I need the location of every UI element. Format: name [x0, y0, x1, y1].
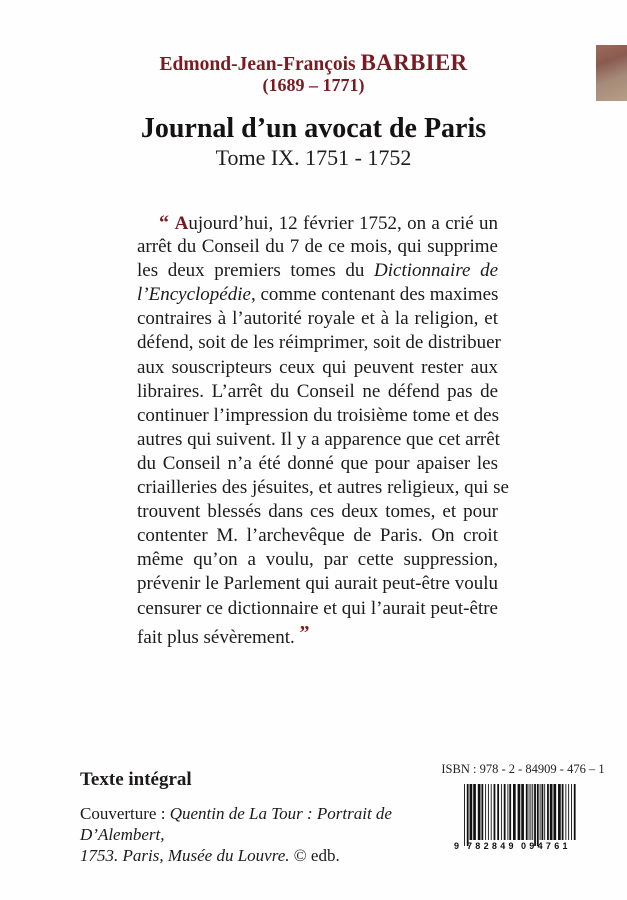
barcode-bar [537, 784, 539, 846]
barcode-bar [565, 784, 566, 840]
barcode-bar [504, 784, 506, 840]
quote-line [137, 548, 498, 572]
quote-text: fait plus sévèrement. [137, 626, 300, 648]
edition-label: Texte intégral [80, 769, 192, 790]
barcode-bar [467, 784, 469, 846]
author-dates: (1689 – 1771) [262, 75, 365, 95]
barcode-bar [518, 784, 521, 840]
barcode-digit: 4 [537, 841, 543, 851]
barcode-bar [540, 784, 541, 840]
quote-line [137, 404, 498, 428]
barcode-bar [481, 784, 483, 840]
barcode-bar [497, 784, 499, 840]
quote-text: autres qui suivent. Il y a apparence que cet arrêt [137, 428, 500, 450]
close-quote-mark: ” [299, 621, 310, 644]
quote-line [137, 380, 498, 404]
cover-credit [80, 803, 440, 866]
barcode-bar [571, 784, 572, 840]
barcode-digit: 4 [500, 841, 506, 851]
barcode-bar [562, 784, 564, 840]
book-title: Journal d’un avocat de Paris [140, 113, 487, 144]
quote-text: même qu’on a voulu, par cette suppression, [137, 549, 498, 571]
barcode-bar [544, 784, 545, 840]
barcode-bar [529, 784, 530, 840]
barcode-bar [574, 784, 576, 840]
barcode-digit: 2 [483, 841, 489, 851]
barcode-bar [558, 784, 561, 840]
quote-text: ujourd’hui, 12 février 1752, on a crié un [188, 213, 499, 234]
quote-line [137, 597, 498, 621]
initial-letter: A [174, 213, 189, 234]
barcode-bar [470, 784, 473, 840]
quote-line [137, 211, 498, 235]
barcode-digit: 8 [475, 841, 481, 851]
quote-line [137, 356, 498, 380]
barcode-bar [534, 784, 536, 846]
quote-line [137, 500, 498, 524]
quote-text: , comme contenant des maximes [250, 284, 499, 306]
quote-line [137, 428, 498, 452]
quote-italic-text: l’Encyclopédie [137, 284, 251, 306]
quote-line [137, 524, 498, 548]
credit-artwork: Quentin de La Tour : Portrait de D’Alembert, [80, 804, 392, 844]
quote-text: prévenir le Parlement qui aurait peut-être voulu [137, 573, 498, 595]
barcode-bar [491, 784, 492, 840]
author-surname: BARBIER [360, 50, 468, 75]
quote-text: contenter M. l’archevêque de Paris. On croit [137, 525, 498, 547]
barcode-bar [530, 784, 531, 840]
quote-text: censurer ce dictionnaire et qui l’aurait peut-être [137, 597, 498, 619]
barcode-digit: 9 [454, 841, 460, 851]
quote-text: aux souscripteurs ceux qui peuvent rester aux [137, 356, 498, 378]
barcode-bar [478, 784, 481, 840]
credit-copyright: © edb. [289, 846, 340, 865]
quote-italic-text: Dictionnaire de [374, 260, 498, 282]
author-name [0, 52, 627, 76]
quote-text: les deux premiers tomes du [137, 260, 375, 282]
barcode-bar [521, 784, 524, 840]
barcode-digit: 8 [491, 841, 497, 851]
barcode-digit: 7 [467, 841, 473, 851]
barcode-digit: 6 [554, 841, 560, 851]
credit-label: Couverture : [80, 804, 170, 823]
barcode-digit: 1 [562, 841, 568, 851]
quote-line [137, 307, 498, 331]
barcode-bar [513, 784, 516, 840]
quote-line [137, 476, 509, 500]
barcode-bar [464, 784, 465, 846]
quote-text: criailleries des jésuites, et autres religieux, qui se [137, 477, 509, 499]
quote-text: arrêt du Conseil du 7 de ce mois, qui supprime [137, 236, 498, 258]
barcode-bar [509, 784, 511, 840]
quote-text: défend, soit de les réimprimer, soit de distribuer [137, 332, 501, 354]
quote-text: continuer l’impression du troisième tome et des [137, 404, 499, 426]
barcode-bar [553, 784, 556, 840]
open-quote-mark: “ [159, 212, 175, 234]
barcode-digit: 9 [508, 841, 514, 851]
barcode-bar [501, 784, 502, 840]
barcode-digit: 7 [545, 841, 551, 851]
quote-line [137, 331, 501, 355]
barcode-bar [485, 784, 486, 840]
book-subtitle: Tome IX. 1751 - 1752 [215, 145, 412, 170]
barcode-digit: 0 [521, 841, 527, 851]
barcode-bar [550, 784, 553, 840]
barcode-bar [494, 784, 496, 840]
barcode-digit: 9 [529, 841, 535, 851]
isbn-number: ISBN : 978 - 2 - 84909 - 476 – 1 [441, 762, 605, 776]
quote-text: libraires. L’arrêt du Conseil ne défend pas de [137, 380, 498, 402]
barcode-bar [507, 784, 508, 840]
quote-block [137, 211, 509, 648]
barcode-bar [547, 784, 549, 840]
barcode-bar [542, 784, 544, 840]
barcode-bar [532, 784, 533, 840]
quote-line [137, 452, 498, 476]
barcode [452, 782, 582, 852]
quote-line [137, 259, 498, 283]
quote-text: du Conseil n’a été donné que pour apaiser les [137, 452, 498, 474]
quote-text: trouvent blessés dans ces deux tomes, et pour [137, 501, 498, 523]
quote-line [137, 283, 498, 307]
quote-line [137, 235, 498, 259]
barcode-bar [488, 784, 489, 840]
credit-location: 1753. Paris, Musée du Louvre. [80, 846, 290, 865]
quote-text: contraires à l’autorité royale et à la religion, et [137, 308, 498, 330]
barcode-bar [526, 784, 528, 840]
author-given-names: Edmond-Jean-François [159, 54, 356, 75]
quote-line [137, 621, 498, 648]
quote-line [137, 572, 498, 596]
barcode-bar [473, 784, 476, 840]
barcode-bar [568, 784, 569, 840]
